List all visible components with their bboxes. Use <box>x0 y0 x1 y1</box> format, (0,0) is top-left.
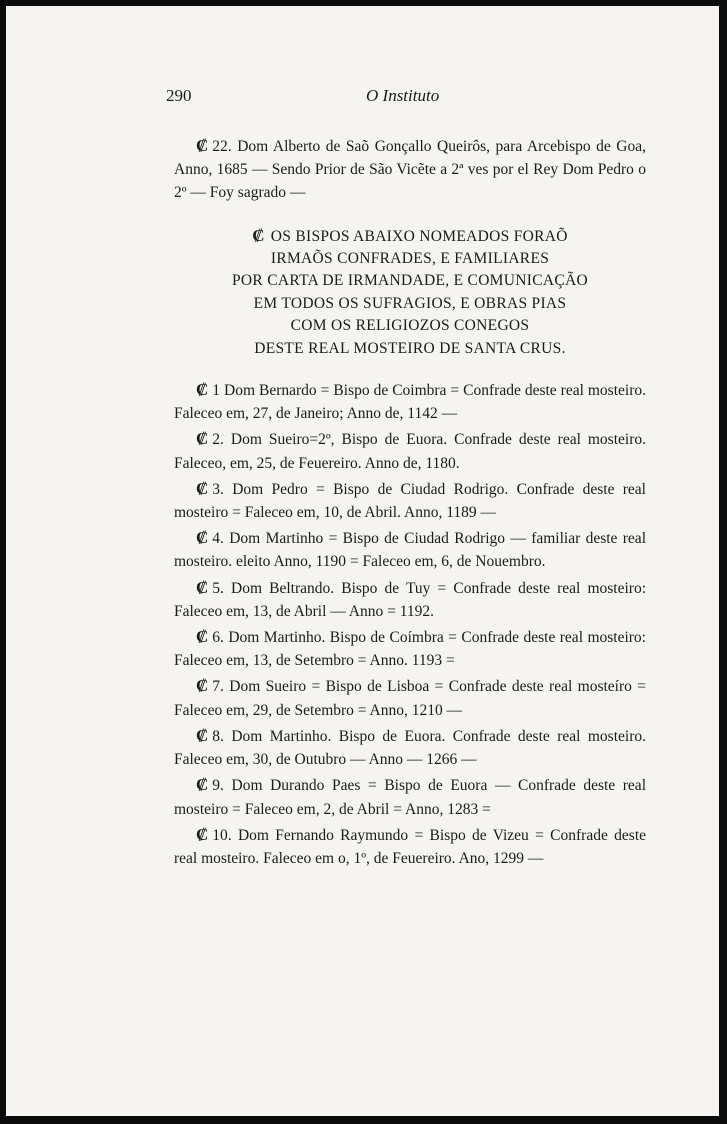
scanned-page <box>6 6 719 1116</box>
entry-text: 3. Dom Pedro = Bispo de Ciudad Rodrigo. Confrade deste real mosteiro = Faleceo em, 10, de Abril. Anno, 1189 — <box>174 480 646 522</box>
list-item <box>174 625 646 672</box>
entry-text: 1 Dom Bernardo = Bispo de Coimbra = Confrade deste real mosteiro. Faleceo em, 27, de Janeiro; Anno de, 1142 — <box>174 382 646 423</box>
heading-line: DESTE REAL MOSTEIRO DE SANTA CRUS. <box>254 339 566 357</box>
entry-text: 8. Dom Martinho. Bispo de Euora. Confrade deste real mosteiro. Faleceo em, 30, de Outubro — Anno — 1266 — <box>174 727 646 769</box>
list-item <box>174 773 646 820</box>
entry-text: 22. Dom Alberto de Saõ Gonçallo Queirôs, para Arcebispo de Goa, Anno, 1685 — Sendo Prior de São Vicẽte a 2ª ves por el Rey Dom Pedro o 2º — Foy sagrado — <box>174 138 646 202</box>
list-item <box>174 378 646 425</box>
paragraph-mark-icon: ₡ <box>196 577 209 597</box>
paragraph-mark-icon: ₡ <box>196 429 209 449</box>
entry-text: 2. Dom Sueiro=2º, Bispo de Euora. Confrade deste real mosteiro. Faleceo, em, 25, de Feuereiro. Anno de, 1180. <box>174 431 646 472</box>
list-item <box>174 477 646 524</box>
list-item <box>174 576 646 623</box>
list-item <box>174 823 646 870</box>
page-body <box>174 134 646 872</box>
paragraph-mark-icon: ₡ <box>196 136 209 155</box>
heading-line: COM OS RELIGIOZOS CONEGOS <box>290 317 530 335</box>
page-header <box>166 86 646 110</box>
entry-text: 5. Dom Beltrando. Bispo de Tuy = Confrade deste real mosteiro: Faleceo em, 13, de Abril — Anno = 1192. <box>174 579 646 620</box>
paragraph-mark-icon: ₡ <box>196 775 209 795</box>
list-item <box>174 526 646 573</box>
paragraph-mark-icon: ₡ <box>196 627 209 647</box>
section-heading <box>174 225 646 360</box>
entry-text: 9. Dom Durando Paes = Bispo de Euora — Confrade deste real mosteiro = Faleceo em, 2, de Abril = Anno, 1283 = <box>174 777 646 818</box>
paragraph-mark-icon: ₡ <box>252 225 265 245</box>
heading-line: IRMAÕS CONFRADES, E FAMILIARES <box>270 250 550 268</box>
paragraph-mark-icon: ₡ <box>196 478 209 498</box>
list-item <box>174 724 646 771</box>
paragraph-mark-icon: ₡ <box>196 725 209 745</box>
entry-text: 4. Dom Martinho = Bispo de Ciudad Rodrigo — familiar deste real mosteiro. eleito Anno, 1190 = Faleceo em, 6, de Nouembro. <box>174 530 646 571</box>
paragraph-mark-icon: ₡ <box>196 528 209 548</box>
entry-text: 6. Dom Martinho. Bispo de Coímbra = Confrade deste real mosteiro: Faleceo em, 13, de Setembro = Anno. 1193 = <box>174 629 646 670</box>
entry-text: 7. Dom Sueiro = Bispo de Lisboa = Confrade deste real mosteíro = Faleceo em, 29, de Setembro = Anno, 1210 — <box>174 678 646 719</box>
page-number: 290 <box>166 86 192 105</box>
heading-line <box>174 225 646 248</box>
paragraph-mark-icon: ₡ <box>196 676 209 696</box>
paragraph-mark-icon: ₡ <box>196 380 209 400</box>
list-item <box>174 427 646 474</box>
heading-line: EM TODOS OS SUFRAGIOS, E OBRAS PIAS <box>253 294 567 312</box>
running-title: O Instituto <box>366 86 440 105</box>
paragraph-mark-icon: ₡ <box>196 824 209 844</box>
heading-line-text: OS BISPOS ABAIXO NOMEADOS FORAÕ <box>270 227 568 245</box>
heading-line: POR CARTA DE IRMANDADE, E COMUNICAÇÃO <box>232 272 588 290</box>
entry-text: 10. Dom Fernando Raymundo = Bispo de Vizeu = Confrade deste real mosteiro. Faleceo em o, 1º, de Feuereiro. Ano, 1299 — <box>174 826 646 867</box>
list-item <box>174 674 646 721</box>
bishop-list <box>174 378 646 870</box>
intro-entry <box>174 134 646 205</box>
